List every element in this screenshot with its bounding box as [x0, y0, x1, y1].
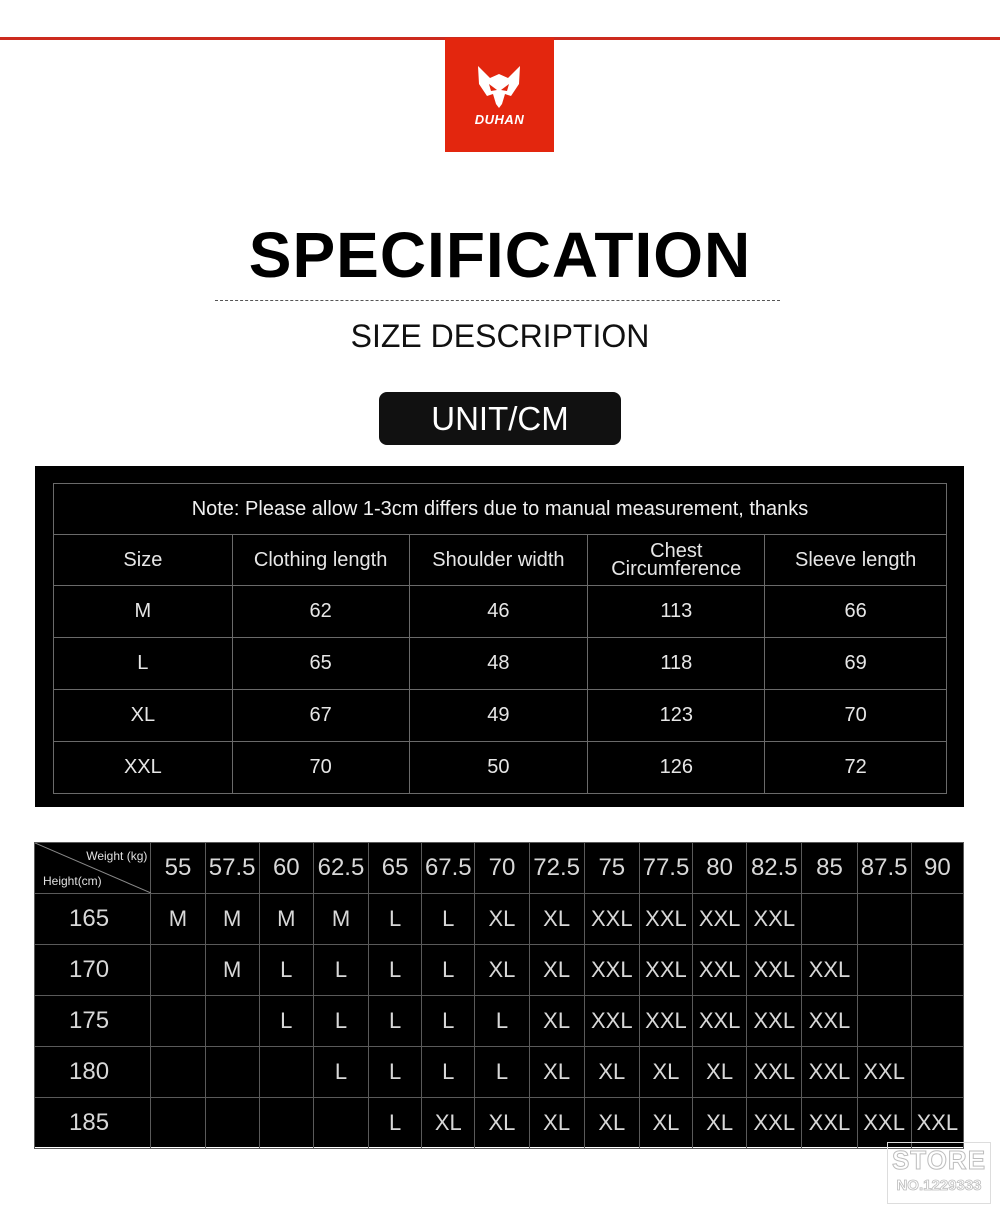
height-row: [35, 996, 964, 1047]
weight-header-row: [35, 843, 964, 894]
weight-cell: 87.5: [857, 843, 911, 894]
fit-size-cell: [205, 1098, 259, 1149]
fit-size-cell: XXL: [802, 945, 857, 996]
fit-size-cell: [911, 894, 963, 945]
fit-size-cell: XL: [584, 1047, 639, 1098]
chest-cell: 123: [588, 690, 765, 742]
height-row: [35, 894, 964, 945]
fit-size-cell: L: [313, 945, 368, 996]
fit-size-cell: [802, 894, 857, 945]
fit-size-cell: XXL: [639, 996, 692, 1047]
sleeve-length-cell: 66: [765, 586, 947, 638]
fit-size-cell: XL: [422, 1098, 475, 1149]
fit-size-cell: XXL: [584, 996, 639, 1047]
fit-size-cell: [205, 996, 259, 1047]
table-row: [54, 586, 947, 638]
sleeve-length-cell: 70: [765, 690, 947, 742]
fit-size-cell: XXL: [747, 1047, 802, 1098]
fit-size-cell: L: [422, 1047, 475, 1098]
height-cell: 170: [35, 945, 151, 996]
fit-size-cell: XXL: [802, 1047, 857, 1098]
measurement-note: Note: Please allow 1-3cm differs due to manual measurement, thanks: [54, 484, 947, 535]
fit-size-cell: XL: [693, 1047, 747, 1098]
height-row: [35, 1098, 964, 1149]
fit-size-cell: [857, 996, 911, 1047]
weight-cell: 90: [911, 843, 963, 894]
fit-size-cell: XL: [529, 945, 584, 996]
fit-size-cell: [151, 945, 205, 996]
weight-cell: 85: [802, 843, 857, 894]
weight-cell: 60: [259, 843, 313, 894]
fit-size-cell: L: [369, 1098, 422, 1149]
shoulder-width-cell: 48: [409, 638, 588, 690]
fox-head-icon: [445, 38, 554, 152]
sleeve-length-cell: 72: [765, 742, 947, 794]
table-row: [54, 742, 947, 794]
fit-size-cell: L: [422, 945, 475, 996]
fit-size-cell: [313, 1098, 368, 1149]
height-cell: 175: [35, 996, 151, 1047]
fit-size-cell: XL: [475, 894, 529, 945]
shoulder-width-cell: 50: [409, 742, 588, 794]
chest-cell: 113: [588, 586, 765, 638]
weight-cell: 72.5: [529, 843, 584, 894]
fit-size-cell: [205, 1047, 259, 1098]
clothing-length-cell: 62: [232, 586, 409, 638]
fit-size-cell: XL: [475, 945, 529, 996]
size-table-panel: [35, 466, 964, 807]
fit-size-cell: XXL: [584, 894, 639, 945]
clothing-length-cell: 65: [232, 638, 409, 690]
fit-size-cell: XXL: [747, 1098, 802, 1149]
height-row: [35, 945, 964, 996]
clothing-length-cell: 67: [232, 690, 409, 742]
page-title: SPECIFICATION: [248, 219, 752, 291]
fit-size-cell: L: [369, 894, 422, 945]
fit-size-cell: XL: [529, 1098, 584, 1149]
fit-size-cell: XL: [693, 1098, 747, 1149]
unit-badge: UNIT/CM: [379, 392, 621, 445]
table-row: [54, 690, 947, 742]
fit-size-cell: XXL: [693, 894, 747, 945]
fit-size-cell: XXL: [911, 1098, 963, 1149]
fit-size-cell: L: [422, 894, 475, 945]
fit-size-cell: [911, 996, 963, 1047]
diagonal-header: [35, 843, 150, 893]
weight-cell: 65: [369, 843, 422, 894]
weight-cell: 80: [693, 843, 747, 894]
fit-size-cell: XXL: [693, 996, 747, 1047]
weight-cell: 77.5: [639, 843, 692, 894]
fit-size-cell: M: [205, 894, 259, 945]
chest-cell: 118: [588, 638, 765, 690]
fit-size-cell: XL: [529, 894, 584, 945]
fit-size-cell: [259, 1098, 313, 1149]
fit-size-cell: XXL: [639, 894, 692, 945]
header-shoulder-width: Shoulder width: [409, 535, 588, 586]
header-clothing-length: Clothing length: [232, 535, 409, 586]
fit-size-cell: XXL: [747, 894, 802, 945]
height-cell: 165: [35, 894, 151, 945]
fit-size-cell: XL: [475, 1098, 529, 1149]
weight-cell: 57.5: [205, 843, 259, 894]
fit-size-cell: L: [475, 996, 529, 1047]
height-cell: 185: [35, 1098, 151, 1149]
fit-size-cell: L: [422, 996, 475, 1047]
weight-cell: 75: [584, 843, 639, 894]
fit-size-cell: [151, 1047, 205, 1098]
header-chest-line2: Circumference: [611, 558, 742, 580]
fit-size-cell: XXL: [639, 945, 692, 996]
weight-label: Weight (kg): [86, 849, 148, 863]
fit-size-cell: XXL: [857, 1098, 911, 1149]
logo-text: DUHAN: [474, 112, 525, 127]
header-sleeve-length: Sleeve length: [765, 535, 947, 586]
table-row: [54, 638, 947, 690]
height-row: [35, 1047, 964, 1098]
fit-size-cell: [259, 1047, 313, 1098]
fit-size-cell: M: [259, 894, 313, 945]
fit-chart-table: [34, 842, 964, 1149]
size-cell: M: [54, 586, 233, 638]
height-cell: 180: [35, 1047, 151, 1098]
store-watermark: [887, 1142, 991, 1204]
shoulder-width-cell: 49: [409, 690, 588, 742]
fit-size-cell: L: [369, 1047, 422, 1098]
fit-size-cell: [911, 945, 963, 996]
clothing-length-cell: 70: [232, 742, 409, 794]
weight-cell: 70: [475, 843, 529, 894]
fit-size-cell: [151, 1098, 205, 1149]
header-size: Size: [54, 535, 233, 586]
fit-size-cell: XXL: [747, 996, 802, 1047]
fit-chart-panel: [34, 842, 964, 1147]
fit-size-cell: XL: [584, 1098, 639, 1149]
fit-size-cell: M: [151, 894, 205, 945]
fit-size-cell: [857, 945, 911, 996]
fit-size-cell: L: [259, 945, 313, 996]
fit-size-cell: XXL: [802, 996, 857, 1047]
size-cell: XL: [54, 690, 233, 742]
fit-size-cell: L: [369, 996, 422, 1047]
fit-size-cell: XL: [639, 1098, 692, 1149]
dashed-divider: [215, 300, 780, 301]
duhan-logo: [445, 38, 554, 152]
fit-size-cell: XL: [639, 1047, 692, 1098]
watermark-line1: STORE: [891, 1145, 987, 1175]
fit-size-cell: M: [313, 894, 368, 945]
fit-size-cell: XXL: [693, 945, 747, 996]
weight-cell: 55: [151, 843, 205, 894]
fit-size-cell: L: [475, 1047, 529, 1098]
sleeve-length-cell: 69: [765, 638, 947, 690]
fit-size-cell: [911, 1047, 963, 1098]
fit-size-cell: L: [313, 996, 368, 1047]
header-chest-circumference: [588, 535, 765, 586]
shoulder-width-cell: 46: [409, 586, 588, 638]
fit-size-cell: [151, 996, 205, 1047]
fit-size-cell: XXL: [857, 1047, 911, 1098]
fit-size-cell: XXL: [802, 1098, 857, 1149]
size-cell: L: [54, 638, 233, 690]
corner-cell: [35, 843, 151, 894]
fit-size-cell: M: [205, 945, 259, 996]
fit-size-cell: XXL: [747, 945, 802, 996]
weight-cell: 62.5: [313, 843, 368, 894]
page-subtitle: SIZE DESCRIPTION: [350, 318, 650, 354]
watermark-line2: NO.1229333: [896, 1177, 982, 1194]
header-chest-line1: Chest: [650, 540, 703, 562]
fit-size-cell: L: [259, 996, 313, 1047]
height-label: Height(cm): [43, 874, 102, 888]
chest-cell: 126: [588, 742, 765, 794]
weight-cell: 67.5: [422, 843, 475, 894]
fit-size-cell: L: [313, 1047, 368, 1098]
weight-cell: 82.5: [747, 843, 802, 894]
fit-size-cell: XL: [529, 1047, 584, 1098]
size-cell: XXL: [54, 742, 233, 794]
fit-size-cell: XXL: [584, 945, 639, 996]
fit-size-cell: [857, 894, 911, 945]
fit-size-cell: XL: [529, 996, 584, 1047]
fit-size-cell: L: [369, 945, 422, 996]
size-table: [53, 483, 947, 794]
